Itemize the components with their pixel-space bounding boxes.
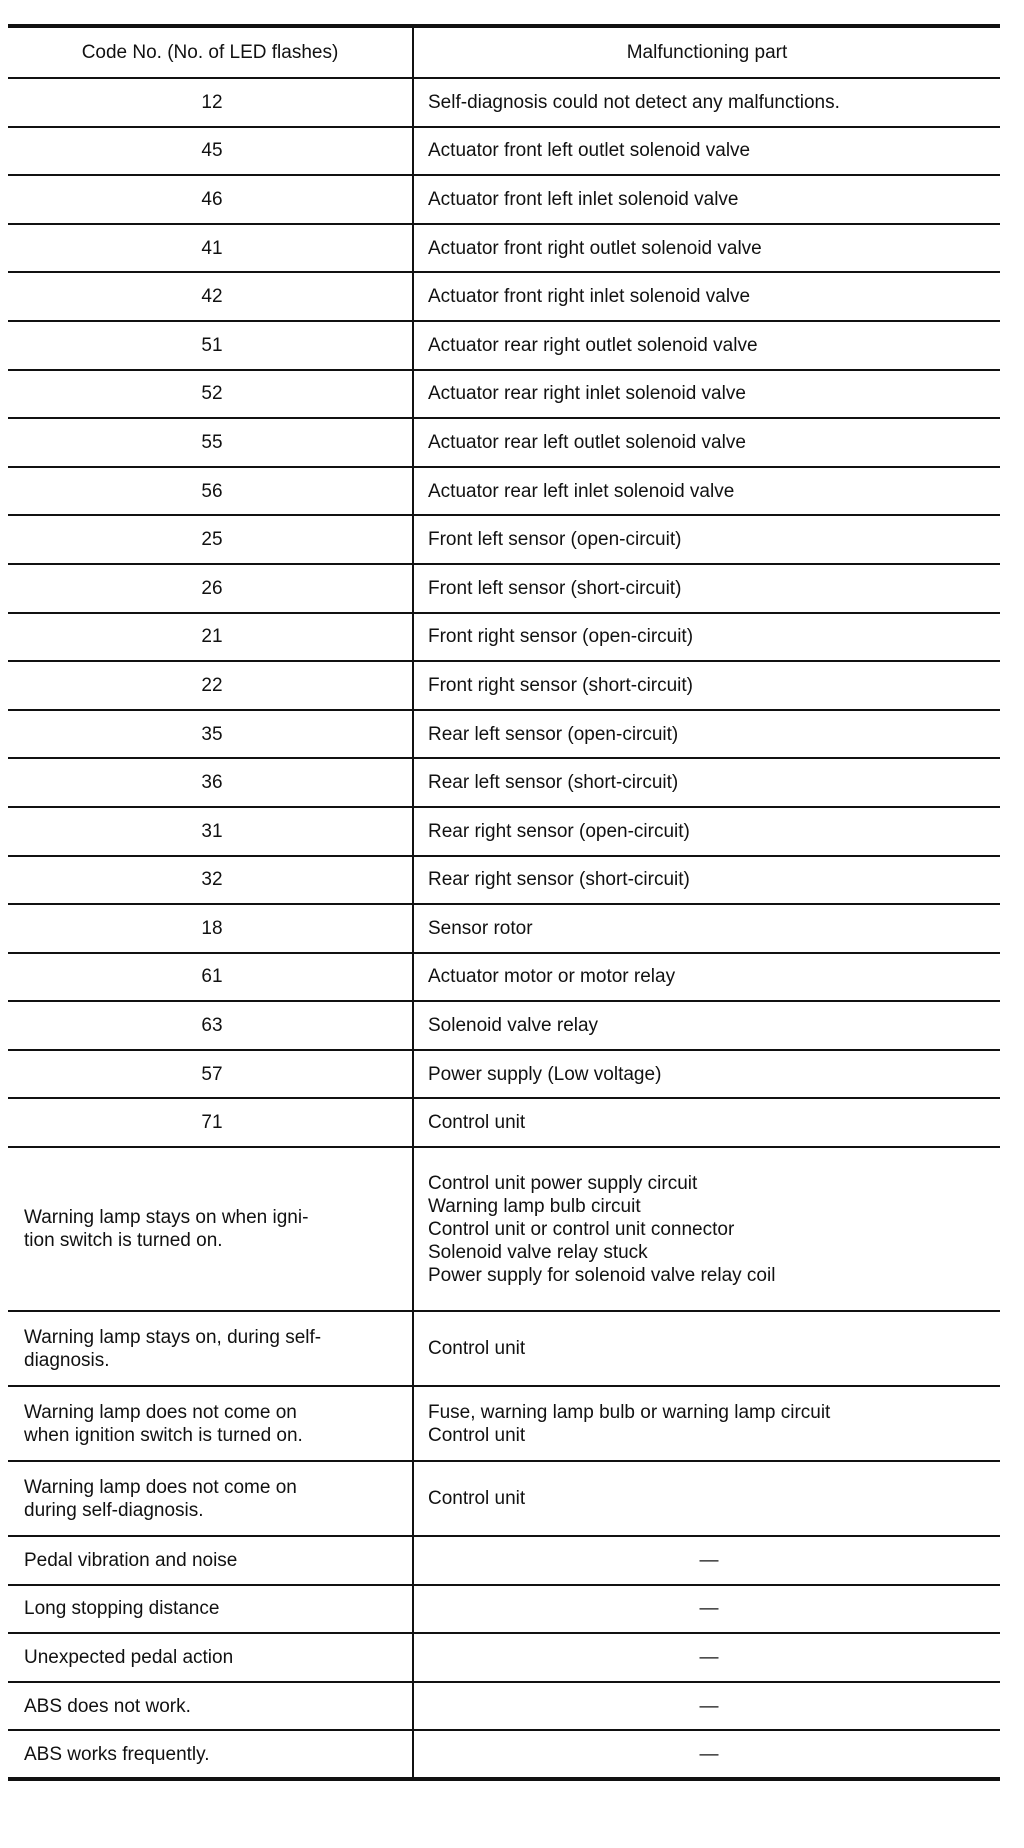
table-row [8, 224, 1000, 273]
table-row [8, 564, 1000, 613]
code-number-cell: 31 [8, 807, 413, 856]
malfunction-part-cell: Front right sensor (short-circuit) [413, 661, 1000, 710]
malfunction-part-line: Fuse, warning lamp bulb or warning lamp circuit [428, 1401, 831, 1423]
malfunction-part-cell: Actuator rear left outlet solenoid valve [413, 418, 1000, 467]
malfunction-part-cell [413, 1386, 1000, 1461]
malfunction-part-cell: Front left sensor (open-circuit) [413, 515, 1000, 564]
malfunction-part-cell [413, 1147, 1000, 1311]
table-row [8, 1311, 1000, 1386]
code-number-cell: 52 [8, 370, 413, 419]
symptom-condition-text: Warning lamp does not come on during self-diagnosis. [24, 1476, 297, 1521]
malfunction-part-cell: Actuator front left inlet solenoid valve [413, 175, 1000, 224]
table-row [8, 1585, 1000, 1634]
table-row [8, 515, 1000, 564]
malfunction-part-cell [413, 1461, 1000, 1536]
table-row [8, 370, 1000, 419]
malfunction-part-cell: Actuator front left outlet solenoid valve [413, 127, 1000, 176]
code-number-cell: 18 [8, 904, 413, 953]
table-header-row [8, 26, 1000, 78]
malfunction-part-cell: Sensor rotor [413, 904, 1000, 953]
code-number-cell: 51 [8, 321, 413, 370]
table-row [8, 78, 1000, 127]
code-number-cell: 57 [8, 1050, 413, 1099]
symptom-condition-cell [8, 1461, 413, 1536]
table-row [8, 661, 1000, 710]
malfunction-part-line: Control unit [428, 1488, 526, 1510]
code-number-cell: 63 [8, 1001, 413, 1050]
symptom-condition-cell [8, 1147, 413, 1311]
code-number-cell: 55 [8, 418, 413, 467]
no-part-dash-cell: — [413, 1536, 1000, 1585]
malfunction-part-cell: Self-diagnosis could not detect any malfunctions. [413, 78, 1000, 127]
table-row [8, 321, 1000, 370]
malfunction-part-cell: Actuator motor or motor relay [413, 953, 1000, 1002]
malfunction-part-cell: Solenoid valve relay [413, 1001, 1000, 1050]
malfunction-part-cell: Actuator rear right inlet solenoid valve [413, 370, 1000, 419]
code-number-cell: 36 [8, 758, 413, 807]
no-part-dash-cell: — [413, 1585, 1000, 1634]
code-number-cell: 42 [8, 272, 413, 321]
malfunction-part-line: Control unit [428, 1338, 526, 1360]
table-row [8, 904, 1000, 953]
code-number-cell: 56 [8, 467, 413, 516]
code-number-cell: 61 [8, 953, 413, 1002]
malfunction-part-cell: Rear left sensor (open-circuit) [413, 710, 1000, 759]
malfunction-code-table [8, 24, 1000, 1781]
table-row [8, 807, 1000, 856]
table-row [8, 1386, 1000, 1461]
table-row [8, 175, 1000, 224]
malfunction-part-cell: Actuator front right outlet solenoid valve [413, 224, 1000, 273]
table-row [8, 418, 1000, 467]
table-row [8, 1050, 1000, 1099]
table-row [8, 127, 1000, 176]
malfunction-part-line: Solenoid valve relay stuck [428, 1241, 648, 1263]
symptom-condition-text: Warning lamp stays on when igni- tion switch is turned on. [24, 1207, 309, 1252]
code-number-cell: 41 [8, 224, 413, 273]
symptom-condition-cell: Long stopping distance [8, 1585, 413, 1634]
table-row [8, 953, 1000, 1002]
table-row [8, 1147, 1000, 1311]
table-row [8, 856, 1000, 905]
code-number-cell: 21 [8, 613, 413, 662]
malfunction-part-cell: Front left sensor (short-circuit) [413, 564, 1000, 613]
code-number-cell: 46 [8, 175, 413, 224]
table-row [8, 467, 1000, 516]
code-number-cell: 35 [8, 710, 413, 759]
symptom-condition-cell: ABS works frequently. [8, 1730, 413, 1779]
code-number-cell: 45 [8, 127, 413, 176]
malfunction-part-line: Control unit or control unit connector [428, 1218, 735, 1240]
malfunction-part-cell: Rear left sensor (short-circuit) [413, 758, 1000, 807]
symptom-condition-cell: ABS does not work. [8, 1682, 413, 1731]
table-body [8, 78, 1000, 1779]
table-row [8, 1633, 1000, 1682]
no-part-dash-cell: — [413, 1682, 1000, 1731]
malfunction-part-cell: Control unit [413, 1098, 1000, 1147]
table-row [8, 1001, 1000, 1050]
symptom-condition-cell [8, 1311, 413, 1386]
table-row [8, 710, 1000, 759]
code-column-header: Code No. (No. of LED flashes) [8, 26, 413, 78]
malfunction-part-line: Power supply for solenoid valve relay coil [428, 1264, 776, 1286]
malfunction-part-cell: Front right sensor (open-circuit) [413, 613, 1000, 662]
table-row [8, 272, 1000, 321]
symptom-condition-text: Warning lamp does not come on when ignition switch is turned on. [24, 1401, 303, 1446]
code-number-cell: 22 [8, 661, 413, 710]
no-part-dash-cell: — [413, 1730, 1000, 1779]
symptom-condition-cell [8, 1386, 413, 1461]
code-number-cell: 32 [8, 856, 413, 905]
table-row [8, 1536, 1000, 1585]
malfunction-part-cell: Rear right sensor (short-circuit) [413, 856, 1000, 905]
code-number-cell: 25 [8, 515, 413, 564]
table-row [8, 1730, 1000, 1779]
table-row [8, 1461, 1000, 1536]
symptom-condition-cell: Pedal vibration and noise [8, 1536, 413, 1585]
table-row [8, 1098, 1000, 1147]
symptom-condition-text: Warning lamp stays on, during self- diagnosis. [24, 1326, 322, 1371]
table-row [8, 758, 1000, 807]
malfunction-part-cell [413, 1311, 1000, 1386]
malfunction-part-line: Control unit power supply circuit [428, 1172, 698, 1194]
part-column-header: Malfunctioning part [413, 26, 1000, 78]
malfunction-part-cell: Actuator rear left inlet solenoid valve [413, 467, 1000, 516]
table-row [8, 613, 1000, 662]
malfunction-part-line: Warning lamp bulb circuit [428, 1195, 641, 1217]
malfunction-part-cell: Actuator rear right outlet solenoid valve [413, 321, 1000, 370]
code-number-cell: 71 [8, 1098, 413, 1147]
malfunction-part-line: Control unit [428, 1424, 526, 1446]
no-part-dash-cell: — [413, 1633, 1000, 1682]
malfunction-part-cell: Actuator front right inlet solenoid valve [413, 272, 1000, 321]
code-number-cell: 12 [8, 78, 413, 127]
malfunction-part-cell: Power supply (Low voltage) [413, 1050, 1000, 1099]
code-number-cell: 26 [8, 564, 413, 613]
malfunction-part-cell: Rear right sensor (open-circuit) [413, 807, 1000, 856]
symptom-condition-cell: Unexpected pedal action [8, 1633, 413, 1682]
table-row [8, 1682, 1000, 1731]
